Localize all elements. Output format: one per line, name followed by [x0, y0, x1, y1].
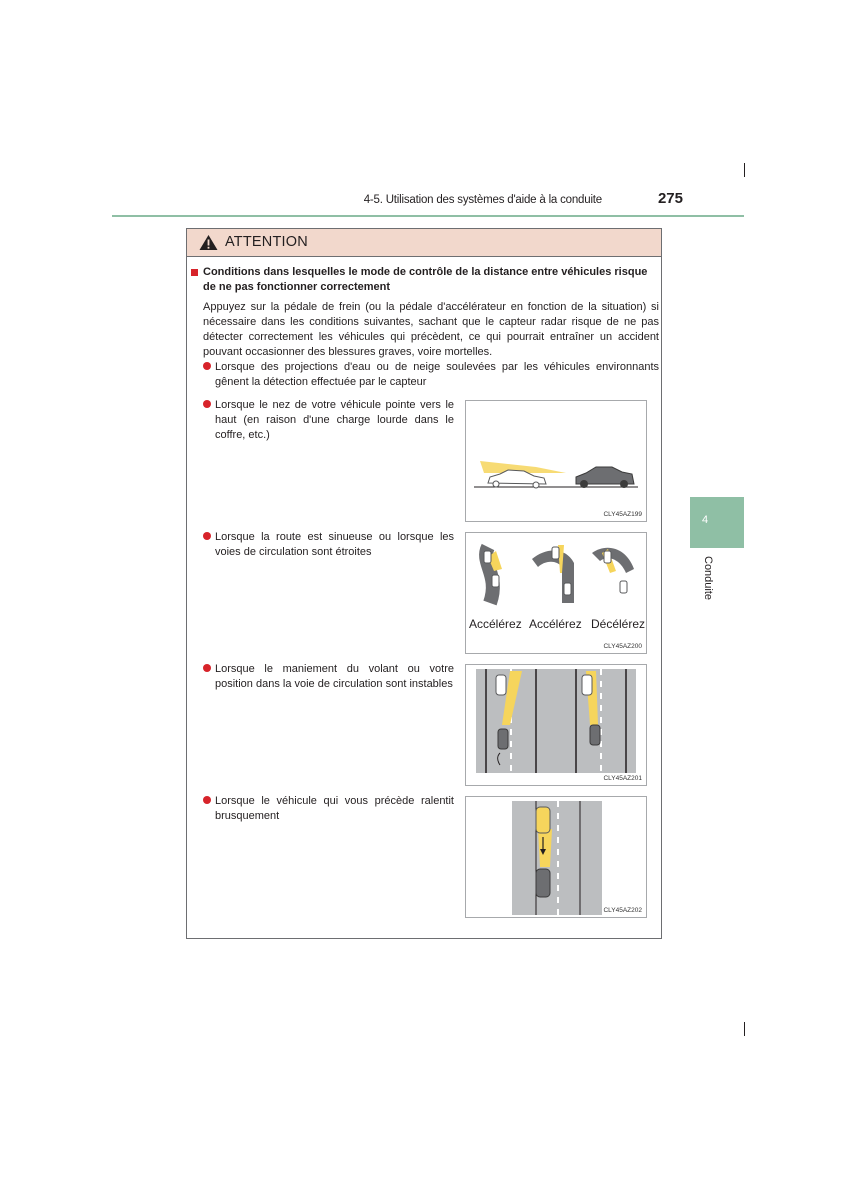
crop-mark-bottom — [744, 1022, 745, 1036]
chapter-tab — [690, 497, 744, 548]
list-item — [203, 794, 454, 824]
list-item — [203, 530, 454, 560]
figure-code: CLY45AZ201 — [603, 775, 642, 782]
conditions-heading: Conditions dans lesquelles le mode de contrôle de la distance entre véhicules risque de ne pas fonctionner correctement — [203, 266, 648, 293]
square-bullet-icon — [191, 269, 198, 276]
list-item-text: Lorsque le nez de votre véhicule pointe vers le haut (en raison d'une charge lourde dans le coffre, etc.) — [215, 399, 454, 441]
crop-mark-top — [744, 163, 745, 177]
chapter-number: 4 — [701, 514, 709, 526]
bullet-icon — [203, 796, 211, 804]
figure-code: CLY45AZ199 — [603, 511, 642, 518]
list-item-text: Lorsque des projections d'eau ou de neige soulevées par les véhicules environnants gênent la détection effectuée par le capteur — [215, 361, 659, 388]
list-item-text: Lorsque le véhicule qui vous précède ralentit brusquement — [215, 795, 454, 822]
list-item — [203, 360, 659, 390]
page-number: 275 — [657, 190, 683, 207]
list-item-text: Lorsque le maniement du volant ou votre position dans la voie de circulation sont instables — [215, 663, 454, 690]
winding-road-illustration — [466, 533, 646, 619]
bullet-icon — [203, 532, 211, 540]
list-item — [203, 398, 454, 443]
attention-title: ATTENTION — [225, 234, 308, 250]
figure-label: Décélérez — [591, 617, 646, 631]
chapter-label: Conduite — [702, 556, 714, 601]
bullet-icon — [203, 664, 211, 672]
figure-unstable-steering — [465, 664, 647, 786]
figure-label: Accélérez — [529, 617, 582, 631]
list-item-text: Lorsque la route est sinueuse ou lorsque les voies de circulation sont étroites — [215, 531, 454, 558]
figure-code: CLY45AZ200 — [603, 643, 642, 650]
figure-nose-up — [465, 400, 647, 522]
section-title: 4-5. Utilisation des systèmes d'aide à la conduite — [363, 194, 602, 206]
figure-code: CLY45AZ202 — [603, 907, 642, 914]
attention-box — [186, 228, 662, 939]
header-rule — [112, 215, 744, 217]
unstable-steering-illustration — [466, 665, 646, 775]
figure-sudden-slowdown — [465, 796, 647, 918]
warning-icon — [199, 234, 218, 251]
bullet-icon — [203, 400, 211, 408]
intro-paragraph: Appuyez sur la pédale de frein (ou la pédale d'accélérateur en fonction de la situation) si nécessaire dans les conditions suivantes, sachant que le capteur radar risque de ne pas détecter correctement les véhicules qui précèdent, ce qui pourrait entraîner un accident pouvant occasionner des blessures graves, voire mortelles. — [203, 301, 659, 358]
attention-header — [187, 229, 661, 257]
figure-label: Accélérez — [469, 617, 522, 631]
figure-winding-road — [465, 532, 647, 654]
bullet-icon — [203, 362, 211, 370]
nose-up-illustration — [466, 401, 646, 521]
list-item — [203, 662, 454, 692]
sudden-slowdown-illustration — [466, 797, 646, 917]
